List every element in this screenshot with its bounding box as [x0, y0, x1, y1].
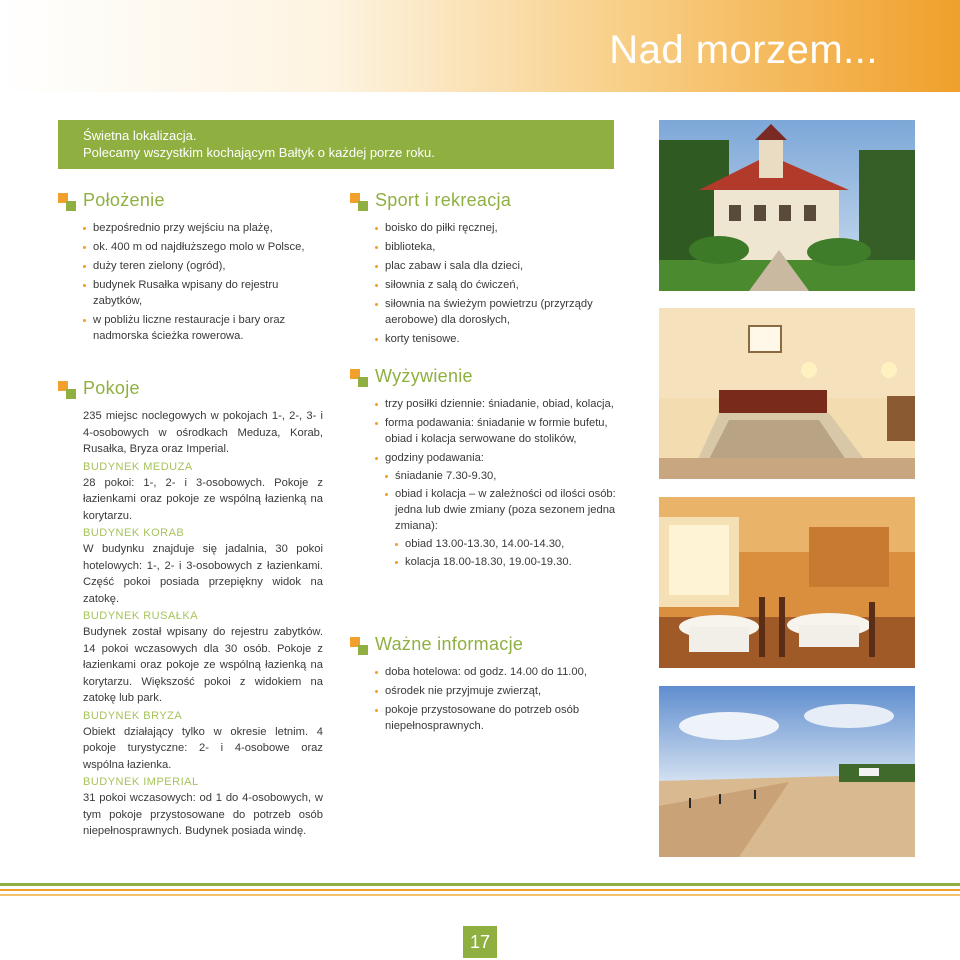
section-title: Ważne informacje: [375, 634, 524, 654]
list-item: obiad 13.00-13.30, 14.00-14.30,: [395, 536, 620, 552]
hours-sublist: [385, 468, 620, 570]
photo-hotel-room: [659, 308, 915, 479]
building-name: BUDYNEK BRYZA: [83, 709, 183, 722]
list-item-label: godziny podawania:: [385, 452, 484, 464]
list-item: ok. 400 m od najdłuższego molo w Polsce,: [83, 239, 328, 255]
list-item-label: obiad i kolacja – w zależności od ilości osób: jedna lub dwie zmiany (poza sezonem jedna zmiana):: [395, 488, 616, 532]
list-item: w pobliżu liczne restauracje i bary oraz nadmorska ścieżka rowerowa.: [83, 312, 328, 344]
list-item: korty tenisowe.: [375, 331, 620, 347]
wyzywienie-list: [375, 396, 620, 570]
list-item: doba hotelowa: od godz. 14.00 do 11.00,: [375, 664, 620, 680]
list-item: duży teren zielony (ogród),: [83, 258, 328, 274]
list-item: bezpośrednio przy wejściu na plażę,: [83, 220, 328, 236]
sport-list: [375, 220, 620, 347]
intro-line-1: Świetna lokalizacja.: [83, 128, 197, 143]
list-item: forma podawania: śniadanie w formie bufetu, obiad i kolacja serwowane do stolików,: [375, 415, 620, 447]
wazne-list: [375, 664, 620, 734]
page-number: 17: [463, 926, 497, 958]
intro-box: [58, 120, 614, 169]
section-wazne: [350, 634, 620, 737]
building-text: Obiekt działający tylko w okresie letnim. 4 pokoje turystyczne: 2- i 4-osobowe oraz wspólna łazienka.: [83, 725, 323, 771]
list-item: trzy posiłki dziennie: śniadanie, obiad, kolacja,: [375, 396, 620, 412]
section-bullet-icon: [58, 381, 76, 399]
section-polozenie: [58, 190, 328, 347]
section-title: Wyżywienie: [375, 366, 473, 386]
section-wyzywienie: [350, 366, 620, 573]
section-bullet-icon: [350, 637, 368, 655]
building-name: BUDYNEK MEDUZA: [83, 460, 193, 473]
photo-building: [659, 120, 915, 291]
building-text: Budynek został wpisany do rejestru zabytków. 14 pokoi wczasowych dla 30 osób. Pokoje z łazienkami oraz pokoje ze wspólną łazienką na korytarzu. Większość pokoi z widokiem na zatokę lub park.: [83, 626, 323, 704]
section-pokoje: [58, 378, 323, 840]
building-name: BUDYNEK IMPERIAL: [83, 776, 199, 788]
list-item: pokoje przystosowane do potrzeb osób niepełnosprawnych.: [375, 702, 620, 734]
list-item: biblioteka,: [375, 239, 620, 255]
building-text: 31 pokoi wczasowych: od 1 do 4-osobowych, w tym pokoje przystosowane do potrzeb osób niepełnosprawnych. Budynek posiada windę.: [83, 792, 323, 837]
footer-stripe-orange-2: [0, 894, 960, 896]
section-bullet-icon: [350, 193, 368, 211]
footer-stripe-green: [0, 883, 960, 886]
header-banner: [0, 0, 960, 92]
list-item: siłownia na świeżym powietrzu (przyrządy aerobowe) dla dorosłych,: [375, 296, 620, 328]
pokoje-intro: 235 miejsc noclegowych w pokojach 1-, 2-, 3- i 4-osobowych w ośrodkach Meduza, Korab, Rusałka, Bryza oraz Imperial.: [83, 410, 323, 455]
photo-dining-room: [659, 497, 915, 668]
list-item: kolacja 18.00-18.30, 19.00-19.30.: [395, 554, 620, 570]
footer-stripe-orange: [0, 889, 960, 891]
section-sport: [350, 190, 620, 350]
page-title: Nad morzem...: [609, 28, 878, 72]
list-item: plac zabaw i sala dla dzieci,: [375, 258, 620, 274]
building-name: BUDYNEK RUSAŁKA: [83, 610, 199, 622]
polozenie-list: [83, 220, 328, 344]
section-title: Sport i rekreacja: [375, 190, 512, 210]
section-title: Położenie: [83, 190, 165, 210]
building-name: BUDYNEK KORAB: [83, 527, 185, 539]
list-item: śniadanie 7.30-9.30,: [385, 468, 620, 484]
building-text: 28 pokoi: 1-, 2- i 3-osobowych. Pokoje z łazienkami oraz pokoje ze wspólną łazienką na korytarzu.: [83, 476, 323, 522]
intro-line-2: Polecamy wszystkim kochającym Bałtyk o każdej porze roku.: [83, 145, 435, 160]
list-item: siłownia z salą do ćwiczeń,: [375, 277, 620, 293]
section-bullet-icon: [58, 193, 76, 211]
list-item: boisko do piłki ręcznej,: [375, 220, 620, 236]
meal-sublist: [395, 536, 620, 570]
photo-beach: [659, 686, 915, 857]
list-item: [385, 486, 620, 570]
section-title: Pokoje: [83, 378, 140, 398]
section-bullet-icon: [350, 369, 368, 387]
list-item: budynek Rusałka wpisany do rejestru zabytków,: [83, 277, 328, 309]
list-item: ośrodek nie przyjmuje zwierząt,: [375, 683, 620, 699]
list-item: [375, 450, 620, 570]
building-text: W budynku znajduje się jadalnia, 30 pokoi hotelowych: 1-, 2- i 3-osobowych z łazienkami. Część pokoi posiada przepiękny widok na zatokę.: [83, 543, 323, 605]
